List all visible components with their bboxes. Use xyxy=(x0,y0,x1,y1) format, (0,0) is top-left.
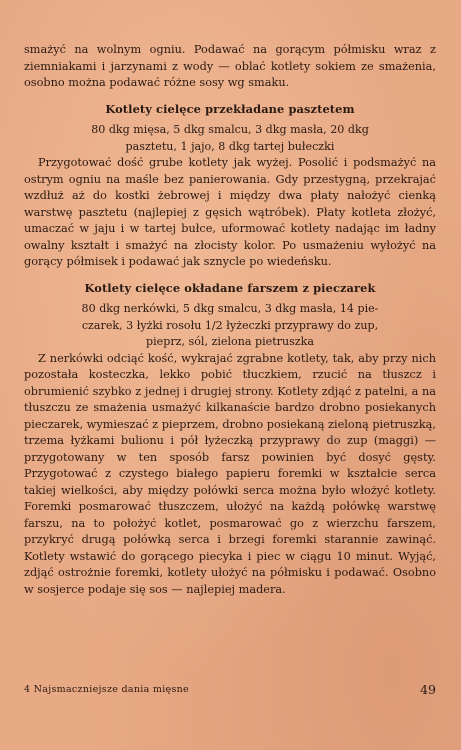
ingredients-line: 80 dkg nerkówki, 5 dkg smalcu, 3 dkg masła, 14 pie- xyxy=(81,302,379,315)
ingredients-line: pasztetu, 1 jajo, 8 dkg tartej bułeczki xyxy=(125,139,335,153)
ingredients-line: czarek, 3 łyżki rosołu 1/2 łyżeczki przyprawy do zup, xyxy=(81,318,379,332)
page-text xyxy=(24,42,436,598)
recipe-body-2: Z nerkówki odciąć kość, wykrajać zgrabne kotlety, tak, aby przy nich pozostała kosteczka, lekko pobić tłuczkiem, rzucić na tłuszcz i obrumienić szybko z jednej i drugiej strony. Kotlety zdjąć z patelni, a na tłuszczu ze smażenia usmażyć kilkanaście bardzo drobno posiekanych pieczarek, wymieszać z pieprzem, drobno posiekaną zieloną pietruszką, trzema łyżkami bulionu i pół łyżeczką przyprawy do zup (maggi) — przygotowany w ten sposób farsz powinien być dosyć gęsty. Przygotować z czystego białego papieru foremki w kształcie serca takiej wielkości, aby między połówki serca można było włożyć kotlety. Foremki posmarować tłuszczem, ułożyć na każdą połówkę warstwę farszu, na to położyć kotlet, posmarować go z wierzchu farszem, przykryć drugą połówką serca i brzegi foremki starannie zawinąć. Kotlety wstawić do gorącego piecyka i piec w ciągu 10 minut. Wyjąć, zdjąć ostrożnie foremki, kotlety ułożyć na półmisku i podawać. Osobno w sosjerce podaje się sos — najlepiej madera. xyxy=(24,351,436,596)
ingredients-line: 80 dkg mięsa, 5 dkg smalcu, 3 dkg masła, 20 dkg xyxy=(91,123,369,136)
recipe-ingredients-1 xyxy=(24,122,436,155)
page-number: 49 xyxy=(420,682,436,697)
page-footer xyxy=(24,682,436,700)
running-title: 4 Najsmaczniejsze dania mięsne xyxy=(24,684,189,695)
intro-paragraph: smażyć na wolnym ogniu. Podawać na gorącym półmisku wraz z ziemniakami i jarzynami z wody — oblać kotlety sokiem ze smażenia, osobno można podawać różne sosy wg smaku. xyxy=(24,43,436,89)
recipe-body-1: Przygotować dość grube kotlety jak wyżej. Posolić i podsmażyć na ostrym ogniu na maśle bez panierowania. Gdy przestygną, przekrajać wzdłuż aż do kostki żebrowej i między dwa płaty nałożyć cienką warstwę pasztetu (najlepiej z gęsich wątróbek). Płaty kotleta złożyć, umaczać w jaju i w tartej bułce, uformować kotlety nadając im ładny owalny kształt i smażyć na złocisty kolor. Po usmażeniu wyłożyć na gorący półmisek i podawać jak sznycle po wiedeńsku. xyxy=(24,156,436,268)
recipe-ingredients-2 xyxy=(24,301,436,351)
recipe-title-2: Kotlety cielęce okładane farszem z pieczarek xyxy=(84,280,376,295)
recipe-title-1: Kotlety cielęce przekładane pasztetem xyxy=(105,101,355,116)
ingredients-line: pieprz, sól, zielona pietruszka xyxy=(146,335,314,348)
